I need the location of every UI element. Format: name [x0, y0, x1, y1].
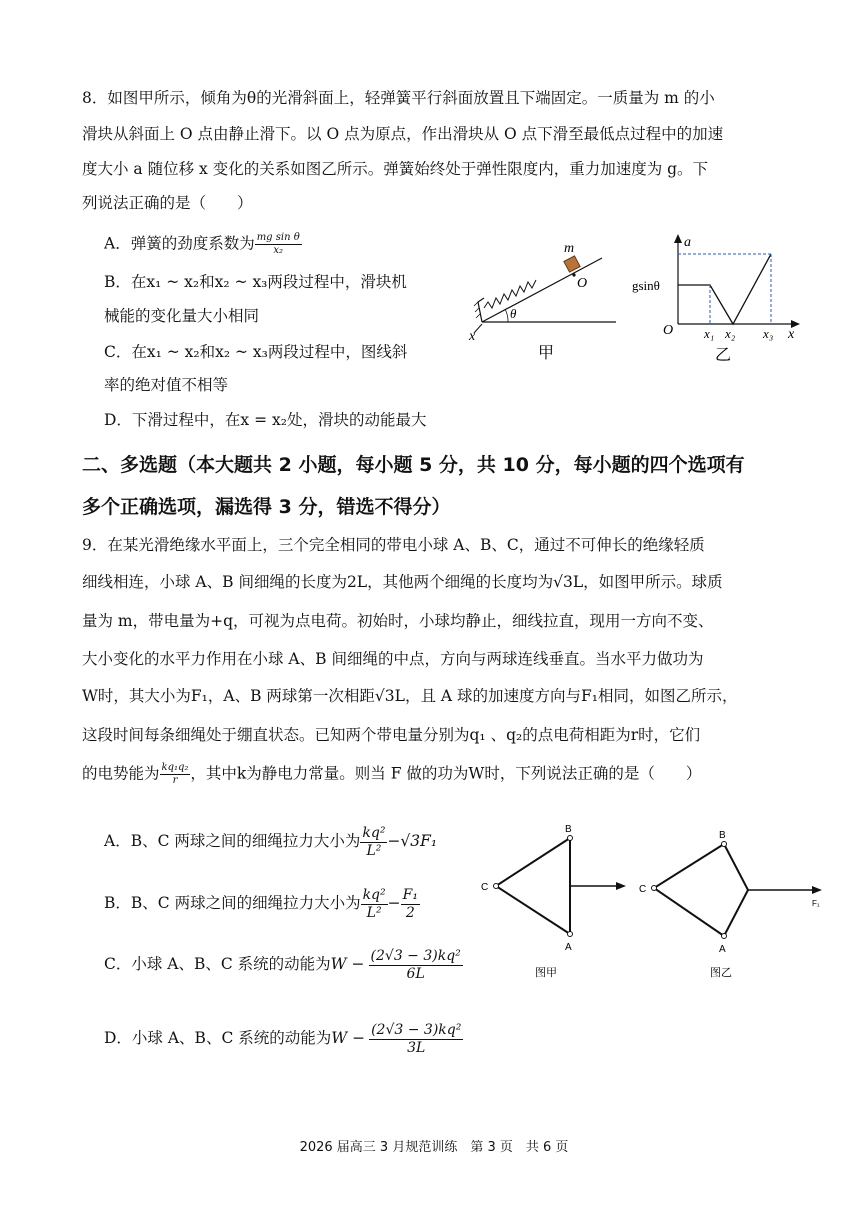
q9-figure-jia: [476, 822, 634, 984]
q8-option-a: [104, 232, 302, 257]
q8-stem-line1: 8．如图甲所示，倾角为θ的光滑斜面上，轻弹簧平行斜面放置且下端固定。一质量为 m 的小: [82, 89, 715, 107]
q8-option-c-line2: 率的绝对值不相等: [104, 376, 229, 394]
q9-stem-line6: 这段时间每条细绳处于绷直状态。已知两个带电量分别为q₁ 、q₂的点电荷相距为r时，它们: [82, 726, 701, 744]
caption-tuyi: 图乙: [710, 967, 732, 979]
ball-c: [494, 884, 499, 889]
q9-option-b-fraction1: [361, 887, 388, 922]
q8-option-d: D．下滑过程中，在x = x₂处，滑块的动能最大: [104, 411, 427, 429]
q9-option-b-numerator2: F₁: [402, 886, 418, 903]
label-x3: x₃: [763, 326, 774, 341]
q9-option-d: [104, 1016, 463, 1060]
q9-line7-suffix: ，其中k为静电力常量。则当 F 做的功为W时，下列说法正确的是（ ）: [190, 764, 702, 783]
q8-option-a-fraction: [255, 232, 302, 257]
q9-line7-prefix: 的电势能为: [82, 764, 160, 783]
label-x1: x₁: [704, 326, 715, 341]
label-f1: F₁: [812, 899, 820, 908]
q8-option-a-numerator: mg sin θ: [256, 232, 300, 243]
q9-stem-line1: 9．在某光滑绝缘水平面上，三个完全相同的带电小球 A、B、C，通过不可伸长的绝缘轻质: [82, 536, 705, 554]
label-o: O: [577, 276, 588, 291]
q8-option-a-text: A．弹簧的劲度系数为: [104, 234, 255, 253]
force-f1-head: [812, 886, 822, 894]
q9-option-b-text: B．B、C 两球之间的细绳拉力大小为: [104, 894, 361, 912]
ball-a: [568, 932, 573, 937]
ball-b2: [722, 842, 727, 847]
q8-figure-yi: [628, 228, 808, 370]
q9-stem-line2: 细线相连，小球 A、B 间细绳的长度为2L，其他两个细绳的长度均为√3L，如图甲所示。球质: [82, 573, 723, 591]
q9-potential-fraction: [160, 762, 191, 787]
section-title-line1: 二、多选题（本大题共 2 小题，每小题 5 分，共 10 分，每小题的四个选项有: [82, 454, 745, 476]
q9-option-b-denominator1: L²: [366, 904, 382, 921]
q8-option-b-line1: B．在x₁ ~ x₂和x₂ ~ x₃两段过程中，滑块机: [104, 273, 407, 291]
caption-tujia: 图甲: [535, 967, 557, 979]
label-b: B: [565, 824, 572, 835]
label-origin: O: [663, 323, 674, 338]
q8-option-b-line2: 械能的变化量大小相同: [104, 307, 260, 325]
label-x2: x₂: [725, 326, 736, 341]
section-title-line2: 多个正确选项，漏选得 3 分，错选不得分）: [82, 496, 451, 518]
ball-a2: [722, 934, 727, 939]
q9-option-d-fraction: [369, 1022, 463, 1057]
q9-stem-line3: 量为 m，带电量为+q，可视为点电荷。初始时，小球均静止，细线拉直，现用一方向不变、: [82, 612, 714, 630]
q9-option-b-denominator2: 2: [405, 904, 415, 921]
incline-wall: [478, 298, 484, 322]
ball-b: [568, 836, 573, 841]
q8-stem-line3: 度大小 a 随位移 x 变化的关系如图乙所示。弹簧始终处于弹性限度内，重力加速度为 g。下: [82, 160, 709, 178]
theta-arc: [505, 309, 508, 322]
q9-option-c-denominator: 6L: [406, 965, 425, 982]
q9-option-a: [104, 823, 437, 860]
label-theta: θ: [510, 306, 517, 321]
label-x: x: [469, 329, 476, 344]
q9-stem-line5: W时，其大小为F₁，A、B 两球第一次相距√3L，且 A 球的加速度方向与F₁相同，如图乙所示，: [82, 687, 738, 705]
spring-icon: [484, 280, 536, 308]
q9-option-c-w: W −: [330, 955, 365, 973]
q9-option-d-numerator: (2√3 − 3)kq²: [371, 1021, 462, 1038]
q9-stem-line4: 大小变化的水平力作用在小球 A、B 间细绳的中点，方向与两球连线垂直。当水平力做功为: [82, 650, 704, 668]
q9-option-c-text: C．小球 A、B、C 系统的动能为: [104, 955, 331, 973]
q9-option-a-tail: −√3F₁: [387, 832, 438, 850]
triangle-strings: [496, 838, 570, 934]
label-a2: A: [719, 944, 726, 955]
q9-option-b-numerator1: kq²: [362, 886, 386, 903]
q9-option-b-minus: −: [387, 894, 401, 912]
y-axis-arrow: [674, 234, 682, 243]
q9-stem-line7: [82, 762, 701, 787]
caption-yi: 乙: [715, 347, 732, 364]
q9-option-c-fraction: [369, 948, 463, 983]
label-a: a: [684, 235, 691, 250]
q9-option-d-w: W −: [331, 1029, 366, 1047]
label-c2: C: [639, 884, 647, 895]
q8-stem-line4: 列说法正确的是（ ）: [82, 194, 253, 212]
label-c: C: [481, 882, 489, 893]
force-arrow-head: [616, 882, 626, 890]
label-x-axis: x: [788, 327, 795, 342]
q8-option-c-line1: C．在x₁ ~ x₂和x₂ ~ x₃两段过程中，图线斜: [104, 343, 408, 361]
q9-option-c-numerator: (2√3 − 3)kq²: [370, 947, 461, 964]
point-o-dot: [572, 273, 575, 276]
q8-stem-line2: 滑块从斜面上 O 点由静止滑下。以 O 点为原点，作出滑块从 O 点下滑至最低点过程中的加速: [82, 125, 724, 143]
q9-option-a-text: A．B、C 两球之间的细绳拉力大小为: [104, 832, 361, 850]
caption-jia: 甲: [538, 345, 555, 362]
label-gsintheta: gsinθ: [632, 278, 660, 293]
label-a: A: [565, 942, 572, 953]
q9-option-b-fraction2: [401, 887, 420, 922]
slider-block: [564, 256, 580, 272]
a-x-curve: [678, 254, 771, 324]
q9-option-c: [104, 942, 463, 986]
q9-option-a-numerator: kq²: [362, 824, 386, 841]
q9-option-d-denominator: 3L: [407, 1039, 426, 1056]
q9-option-b: [104, 885, 420, 922]
q9-option-d-text: D．小球 A、B、C 系统的动能为: [104, 1029, 332, 1047]
label-m: m: [564, 241, 575, 256]
q9-option-a-denominator: L²: [366, 842, 382, 859]
deformed-strings: [654, 844, 748, 936]
ball-c2: [652, 886, 657, 891]
q9-option-a-fraction: [360, 825, 387, 860]
q9-figure-yi: [634, 822, 830, 984]
q8-option-a-denominator: x₂: [273, 245, 284, 256]
q9-potential-numerator: kq₁q₂: [161, 762, 189, 773]
page-footer: 2026 届高三 3 月规范训练 第 3 页 共 6 页: [299, 1140, 569, 1155]
q9-potential-denominator: r: [172, 775, 178, 786]
q8-figure-jia: [464, 236, 624, 366]
label-b2: B: [719, 830, 726, 841]
